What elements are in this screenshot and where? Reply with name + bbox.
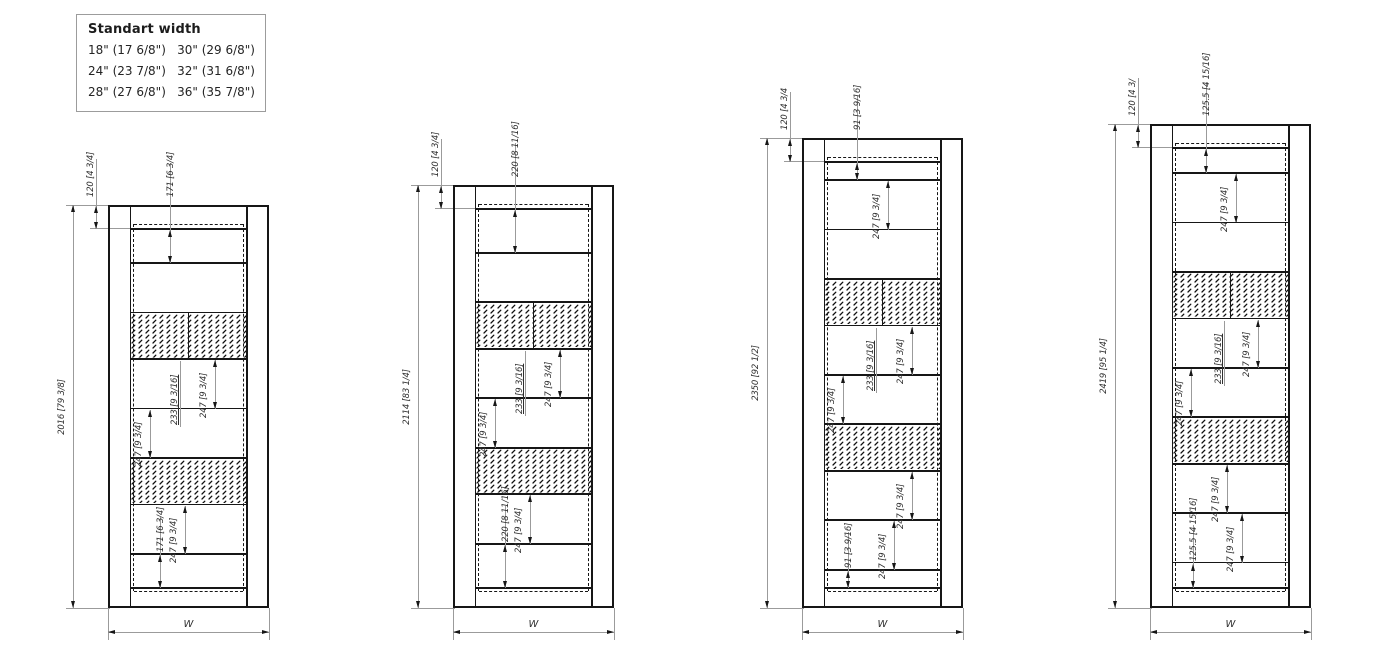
door-2114 [402, 121, 614, 630]
dimension-arrowhead [1225, 465, 1229, 472]
dimension-arrowhead [841, 417, 845, 424]
width-label: W [183, 619, 194, 630]
dimension-arrowhead [855, 173, 859, 180]
extension-line [963, 608, 964, 640]
extension-line [614, 608, 615, 640]
dimension-label: 2419 [95 1/4] [1099, 338, 1109, 394]
dimension-label: 171 [6 3/4] [156, 506, 166, 552]
dimension-arrowhead [1204, 149, 1208, 156]
dimension-label: 247 [9 3/4] [479, 411, 489, 457]
dimension-arrowhead [148, 451, 152, 458]
dimension-arrowhead [71, 601, 75, 608]
dimension-arrowhead [213, 402, 217, 409]
dimension-arrowhead [855, 163, 859, 170]
legend-size: 18" (17 6/8") [88, 43, 166, 57]
dimension-label: 120 [4 3/4] [431, 131, 441, 177]
dimension-arrowhead [558, 350, 562, 357]
dimension-arrowhead [1240, 514, 1244, 521]
dimension-arrowhead [528, 537, 532, 544]
dimension-label: 220 [8 11/16] [501, 486, 511, 542]
dimension-arrowhead [802, 630, 809, 634]
dimension-label: 233 [9 3/16] [866, 340, 876, 391]
dimension-label: 120 [4 3/4 [780, 87, 790, 130]
dimension-arrowhead [765, 138, 769, 145]
dimension-arrowhead [148, 410, 152, 417]
dimension-arrowhead [1256, 320, 1260, 327]
dimension-arrowhead [439, 202, 443, 209]
dimension-arrowhead [788, 139, 792, 146]
door-2350 [751, 84, 963, 630]
dimension-label: 247 [9 3/4] [896, 338, 906, 384]
dimension-arrowhead [1304, 630, 1311, 634]
legend-size: 28" (27 6/8") [88, 85, 166, 99]
dimension-label: 247 [9 3/4] [1220, 186, 1230, 232]
dimension-label: 120 [4 3/4] [86, 151, 96, 197]
dimension-label: 91 [3 9/16] [844, 522, 854, 568]
extension-line [269, 608, 270, 640]
dimension-arrowhead [213, 360, 217, 367]
dimension-arrowhead [846, 571, 850, 578]
dimension-arrowhead [1234, 216, 1238, 223]
dimension-arrowhead [1256, 361, 1260, 368]
door-2419 [1099, 52, 1311, 630]
dimension-label: 233 [9 3/16] [170, 374, 180, 425]
dimension-label: 247 [9 3/4] [1242, 331, 1252, 377]
dimension-arrowhead [493, 441, 497, 448]
dimension-label: 171 [6 3/4] [166, 151, 176, 197]
width-label: W [1225, 619, 1236, 630]
dimension-arrowhead [108, 630, 115, 634]
dimension-label: 125.5 [4 15/16] [1189, 497, 1199, 561]
dimension-arrowhead [168, 256, 172, 263]
width-dimension-line [453, 632, 614, 633]
dimension-arrowhead [513, 210, 517, 217]
height-dimension-line [1115, 124, 1116, 608]
dimension-label: 247 [9 3/4] [544, 362, 554, 408]
legend-size: 36" (35 7/8") [177, 85, 255, 99]
dimension-label: 247 [9 3/4] [1226, 526, 1236, 572]
dimension-label: 247 [9 3/4] [827, 388, 837, 434]
legend-size: 24" (23 7/8") [88, 64, 166, 78]
dimension-arrowhead [416, 601, 420, 608]
dimension-arrowhead [558, 391, 562, 398]
dimension-arrowhead [1113, 601, 1117, 608]
extension-line [1150, 608, 1151, 640]
dimension-arrowhead [892, 521, 896, 528]
dimension-arrowhead [71, 205, 75, 212]
dimension-label: 125.5 [4 15/16] [1202, 52, 1212, 116]
extension-line [802, 608, 803, 640]
door-2016 [57, 151, 269, 630]
width-label: W [877, 619, 888, 630]
dimension-label: 247 [9 3/4] [134, 421, 144, 467]
extension-line [453, 608, 454, 640]
width-dimension-line [802, 632, 963, 633]
dimension-arrowhead [910, 472, 914, 479]
dimension-arrowhead [910, 368, 914, 375]
dimension-arrowhead [956, 630, 963, 634]
dimension-label: 91 [3 9/16] [853, 84, 863, 130]
dimension-label: 247 [9 3/4] [872, 193, 882, 239]
dimension-label: 220 [8 11/16] [511, 121, 521, 177]
dimension-arrowhead [183, 506, 187, 513]
dimension-arrowhead [94, 222, 98, 229]
dimension-arrowhead [841, 376, 845, 383]
dimension-arrowhead [1136, 125, 1140, 132]
width-label: W [528, 619, 539, 630]
width-dimension-line [1150, 632, 1311, 633]
dimension-arrowhead [1234, 174, 1238, 181]
dimension-arrowhead [94, 206, 98, 213]
dimension-arrowhead [439, 186, 443, 193]
dimension-arrowhead [1113, 124, 1117, 131]
dimension-label: 2016 [79 3/8] [57, 378, 67, 435]
dimension-arrowhead [892, 563, 896, 570]
dimension-arrowhead [416, 185, 420, 192]
dimension-arrowhead [1191, 564, 1195, 571]
dimension-arrowhead [910, 327, 914, 334]
dimension-label: 2114 [83 1/4] [402, 368, 412, 425]
dimension-label: 247 [9 3/4] [1211, 477, 1221, 523]
dimension-arrowhead [788, 155, 792, 162]
dimension-arrowhead [846, 581, 850, 588]
dimension-arrowhead [493, 399, 497, 406]
dimension-arrowhead [158, 581, 162, 588]
dimension-arrowhead [886, 181, 890, 188]
extension-line [108, 608, 109, 640]
legend-size: 30" (29 6/8") [177, 43, 255, 57]
extension-line [1311, 608, 1312, 640]
dimension-arrowhead [765, 601, 769, 608]
height-dimension-line [73, 205, 74, 608]
dimension-arrowhead [1204, 166, 1208, 173]
dimension-arrowhead [886, 223, 890, 230]
dimension-label: 233 [9 3/16] [1214, 333, 1224, 384]
dimension-label: 247 [9 3/4] [199, 372, 209, 418]
dimension-arrowhead [513, 246, 517, 253]
dimension-arrowhead [910, 513, 914, 520]
dimension-label: 247 [9 3/4] [896, 484, 906, 530]
dimension-label: 247 [9 3/4] [878, 533, 888, 579]
height-dimension-line [418, 185, 419, 608]
dimension-label: 233 [9 3/16] [515, 364, 525, 415]
dimension-label: 2350 [92 1/2] [751, 345, 761, 401]
dimension-arrowhead [1240, 556, 1244, 563]
dimension-arrowhead [183, 547, 187, 554]
dimension-arrowhead [503, 581, 507, 588]
dimension-arrowhead [1189, 369, 1193, 376]
dimension-arrowhead [1191, 581, 1195, 588]
dimension-arrowhead [503, 545, 507, 552]
dimension-label: 247 [9 3/4] [514, 507, 524, 553]
legend-row [88, 61, 255, 82]
dimension-arrowhead [1150, 630, 1157, 634]
dimension-label: 247 [9 3/4] [169, 517, 179, 563]
dimension-arrowhead [262, 630, 269, 634]
dimension-label: 120 [4 3/ [1128, 79, 1138, 116]
legend-size: 32" (31 6/8") [177, 64, 255, 78]
dimension-arrowhead [607, 630, 614, 634]
dimension-arrowhead [1136, 141, 1140, 148]
height-dimension-line [767, 138, 768, 608]
legend-title: Standart width [88, 22, 201, 37]
width-dimension-line [108, 632, 269, 633]
dimension-arrowhead [1189, 410, 1193, 417]
legend-row [88, 40, 255, 61]
dimension-arrowhead [168, 230, 172, 237]
dimension-arrowhead [453, 630, 460, 634]
dimension-label: 247 [9 3/4] [1175, 381, 1185, 427]
dimension-arrowhead [158, 555, 162, 562]
dimension-arrowhead [528, 495, 532, 502]
